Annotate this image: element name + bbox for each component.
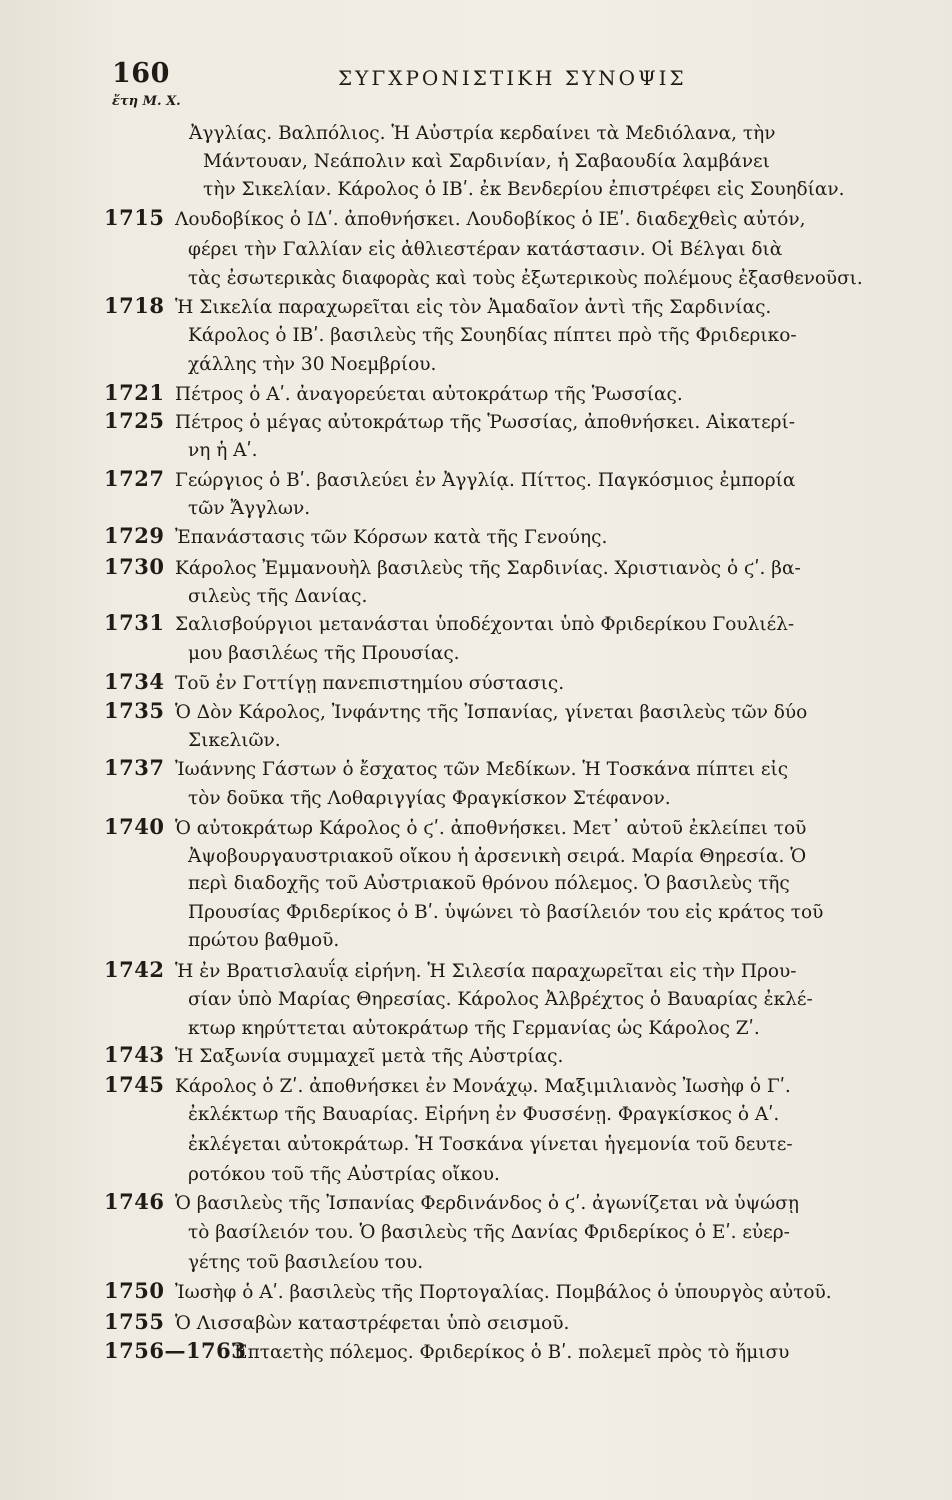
entry-text: Σικελιῶν. [188,730,281,751]
entry-text: μου βασιλέως τῆς Προυσίας. [188,643,460,664]
entry-text: ἐκλέγεται αὐτοκράτωρ. Ἡ Τοσκάνα γίνεται ἡγεμονία τοῦ δευτε- [188,1134,793,1155]
entry-line [0,640,952,668]
entry-text: Ὁ Δὸν Κάρολος, Ἰνφάντης τῆς Ἰσπανίας, γίνεται βασιλεὺς τῶν δύο [175,702,808,723]
entry-line [0,322,952,350]
entry-line [0,1249,952,1277]
entry-text: νη ἡ Αʹ. [188,440,258,461]
entry-year: 1715 [104,205,165,230]
column-heading: ἔτη Μ. Χ. [112,94,181,109]
entry-line [0,756,952,784]
entry-text: Πέτρος ὁ Αʹ. ἀναγορεύεται αὐτοκράτωρ τῆς Ῥωσσίας. [175,384,683,405]
entry-line [0,437,952,465]
entry-line [0,1131,952,1159]
entry-line [0,583,952,611]
entry-text: σιλεὺς τῆς Δανίας. [188,586,368,607]
entry-text: Ὁ Λισσαβὼν καταστρέφεται ὑπὸ σεισμοῦ. [175,1313,570,1334]
entry-line [0,1310,952,1338]
entry-text: Ἐπανάστασις τῶν Κόρσων κατὰ τῆς Γενούης. [175,527,608,548]
entry-line [0,265,952,293]
entry-line [0,1161,952,1189]
entry-line [0,351,952,379]
entry-line [0,870,952,898]
page-number: 160 [112,58,170,89]
entry-line [0,611,952,639]
entry-year: 1755 [104,1309,165,1334]
entry-line [0,120,952,148]
entry-line [0,236,952,264]
entry-line [0,727,952,755]
entry-line [0,699,952,727]
entry-text: τὸν δοῦκα τῆς Λοθαριγγίας Φραγκίσκον Στέφανον. [188,788,671,809]
entry-line [0,1219,952,1247]
entry-text: περὶ διαδοχῆς τοῦ Αὐστριακοῦ θρόνου πόλεμος. Ὁ βασιλεὺς τῆς [188,873,790,894]
entry-line [0,1190,952,1218]
entry-text: ἐκλέκτωρ τῆς Βαυαρίας. Εἰρήνη ἐν Φυσσένῃ. Φραγκίσκος ὁ Αʹ. [188,1104,780,1125]
entry-text: Κάρολος Ἐμμανουὴλ βασιλεὺς τῆς Σαρδινίας. Χριστιανὸς ὁ ϛʹ. βα- [175,558,801,579]
entry-text: ροτόκου τοῦ τῆς Αὐστρίας οἴκου. [188,1164,500,1185]
entry-text: Προυσίας Φριδερίκος ὁ Βʹ. ὑψώνει τὸ βασίλειόν του εἰς κράτος τοῦ [188,902,824,923]
entry-text: Κάρολος ὁ ΙΒʹ. βασιλεὺς τῆς Σουηδίας πίπτει πρὸ τῆς Φριδερικο- [188,325,797,346]
running-title: ΣΥΓΧΡΟΝΙΣΤΙΚΗ ΣΥΝΟΨΙΣ [338,66,687,90]
entry-year: 1740 [104,814,165,839]
entry-text: Ἰωσὴφ ὁ Αʹ. βασιλεὺς τῆς Πορτογαλίας. Πομβάλος ὁ ὑπουργὸς αὐτοῦ. [175,1282,832,1303]
entry-year: 1737 [104,755,165,780]
entry-line [0,843,952,871]
entry-year: 1742 [104,957,165,982]
entry-year: 1718 [104,293,165,318]
entry-line [0,148,952,176]
entry-line [0,1101,952,1129]
entry-text: Ὁ αὐτοκράτωρ Κάρολος ὁ ϛʹ. ἀποθνήσκει. Μετ᾽ αὐτοῦ ἐκλείπει τοῦ [175,818,807,839]
entry-text: Σαλισβούργιοι μετανάσται ὑποδέχονται ὑπὸ Φριδερίκου Γουλιέλ- [175,614,795,635]
entry-text: σίαν ὑπὸ Μαρίας Θηρεσίας. Κάρολος Ἀλβρέχτος ὁ Βαυαρίας ἐκλέ- [188,989,813,1010]
entry-year: 1721 [104,380,165,405]
entry-line [0,1279,952,1307]
entry-year: 1750 [104,1278,165,1303]
entry-year: 1727 [104,466,165,491]
entry-text: Ἀγγλίας. Βαλπόλιος. Ἡ Αὐστρία κερδαίνει τὰ Μεδιόλανα, τὴν [189,123,776,144]
entry-line [0,1339,952,1367]
entry-text: Ἡ ἐν Βρατισλαυΐᾳ εἰρήνη. Ἡ Σιλεσία παραχωρεῖται εἰς τὴν Πρου- [175,961,797,982]
entry-text: τὴν Σικελίαν. Κάρολος ὁ ΙΒʹ. ἐκ Βενδερίου ἐπιστρέφει εἰς Σουηδίαν. [203,179,845,200]
entry-year: 1735 [104,698,165,723]
entry-line [0,409,952,437]
entry-text: Τοῦ ἐν Γοττίγῃ πανεπιστημίου σύστασις. [175,673,565,694]
entry-line [0,467,952,495]
entry-text: Ἑπταετὴς πόλεμος. Φριδερίκος ὁ Βʹ. πολεμεῖ πρὸς τὸ ἥμισυ [232,1342,790,1363]
entry-text: κτωρ κηρύττεται αὐτοκράτωρ τῆς Γερμανίας ὡς Κάρολος Ζʹ. [188,1018,760,1039]
entry-text: τὰς ἐσωτερικὰς διαφορὰς καὶ τοὺς ἐξωτερικοὺς πολέμους ἐξασθενοῦσι. [188,268,863,289]
entry-text: Μάντουαν, Νεάπολιν καὶ Σαρδινίαν, ἡ Σαβαουδία λαμβάνει [203,151,770,172]
entry-line [0,986,952,1014]
entry-year: 1746 [104,1189,165,1214]
entry-text: πρώτου βαθμοῦ. [188,930,340,951]
entry-text: φέρει τὴν Γαλλίαν εἰς ἀθλιεστέραν κατάστασιν. Οἱ Βέλγαι διὰ [188,239,783,260]
entry-text: Ἡ Σαξωνία συμμαχεῖ μετὰ τῆς Αὐστρίας. [175,1046,564,1067]
entry-line [0,294,952,322]
entry-line [0,176,952,204]
entry-line [0,206,952,234]
entry-line [0,785,952,813]
entry-text: Λουδοβίκος ὁ ΙΔʹ. ἀποθνήσκει. Λουδοβίκος ὁ ΙΕʹ. διαδεχθεὶς αὐτόν, [175,209,806,230]
entry-year: 1729 [104,523,165,548]
entry-line [0,555,952,583]
entry-text: γέτης τοῦ βασιλείου του. [188,1252,424,1273]
entry-text: Ἀψοβουργαυστριακοῦ οἴκου ἡ ἀρσενικὴ σειρά. Μαρία Θηρεσία. Ὁ [188,846,807,867]
entry-text: Ἡ Σικελία παραχωρεῖται εἰς τὸν Ἀμαδαῖον ἀντὶ τῆς Σαρδινίας. [175,297,772,318]
entry-text: τὸ βασίλειόν του. Ὁ βασιλεὺς τῆς Δανίας Φριδερίκος ὁ Εʹ. εὐερ- [188,1222,790,1243]
entry-text: Πέτρος ὁ μέγας αὐτοκράτωρ τῆς Ῥωσσίας, ἀποθνήσκει. Αἰκατερί- [175,412,796,433]
entry-line [0,927,952,955]
entry-year: 1725 [104,408,165,433]
entry-line [0,1073,952,1101]
entry-line [0,1015,952,1043]
entry-line [0,899,952,927]
entry-year: 1734 [104,669,165,694]
entry-text: Ἰωάννης Γάστων ὁ ἔσχατος τῶν Μεδίκων. Ἡ Τοσκάνα πίπτει εἰς [175,759,789,780]
entry-year: 1756—1763 [104,1338,247,1363]
entry-year: 1731 [104,610,165,635]
entry-year: 1730 [104,554,165,579]
entry-line [0,670,952,698]
entry-text: χάλλης τὴν 30 Νοεμβρίου. [188,354,437,375]
entry-line [0,381,952,409]
entry-text: Γεώργιος ὁ Βʹ. βασιλεύει ἐν Ἀγγλίᾳ. Πίττος. Παγκόσμιος ἐμπορία [175,470,796,491]
entry-year: 1745 [104,1072,165,1097]
entry-line [0,958,952,986]
entry-line [0,1043,952,1071]
entry-line [0,495,952,523]
entry-text: Κάρολος ὁ Ζʹ. ἀποθνήσκει ἐν Μονάχῳ. Μαξιμιλιανὸς Ἰωσὴφ ὁ Γʹ. [175,1076,791,1097]
entry-year: 1743 [104,1042,165,1067]
entry-text: Ὁ βασιλεὺς τῆς Ἰσπανίας Φερδινάνδος ὁ ϛʹ. ἀγωνίζεται νὰ ὑψώσῃ [175,1193,799,1214]
entry-text: τῶν Ἄγγλων. [188,498,311,519]
entry-line [0,524,952,552]
entry-line [0,815,952,843]
